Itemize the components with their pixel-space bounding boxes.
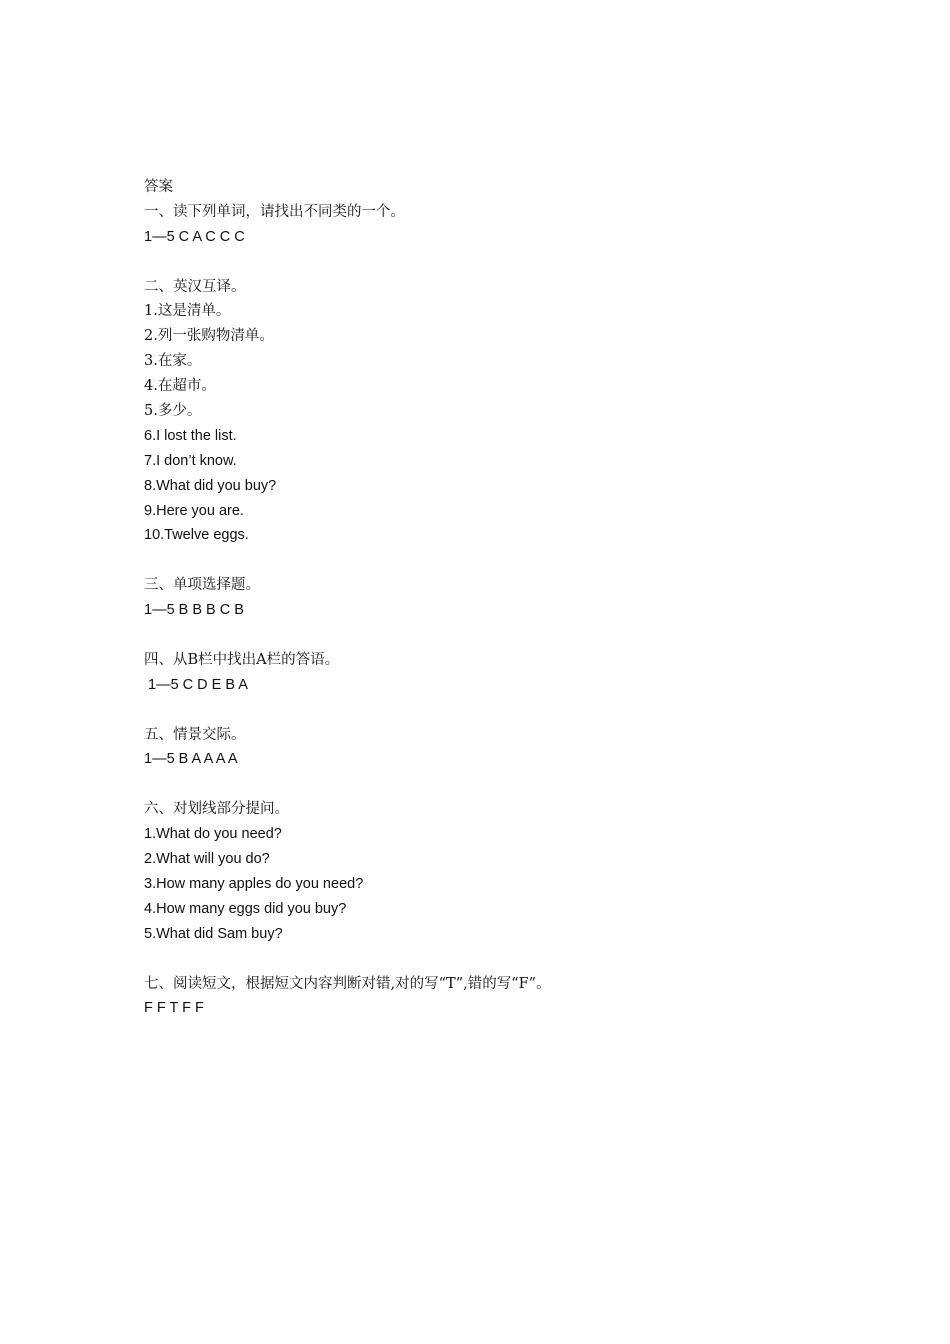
section-2-answer-9: 9.Here you are. [144, 502, 244, 519]
section-5-answer: 1—5 B A A A A [144, 751, 238, 768]
section-2-answer-7: 7.I don’t know. [144, 452, 237, 469]
section-7-heading: 七、阅读短文，根据短文内容判断对错,对的写“T”,错的写“F”。 [144, 975, 551, 992]
section-2-answer-1: 1.这是清单。 [144, 303, 231, 320]
answer-document [144, 175, 844, 1021]
section-2-answer-3: 3.在家。 [144, 353, 202, 370]
section-4-answer: 1—5 C D E B A [144, 676, 248, 693]
document-title: 答案 [144, 179, 173, 195]
section-6-answer-3: 3.How many apples do you need? [144, 875, 364, 892]
spacer [144, 250, 844, 275]
section-2-answer-5: 5.多少。 [144, 403, 202, 420]
section-2-answer-8: 8.What did you buy? [144, 477, 277, 494]
section-1-answer: 1—5 C A C C C [144, 228, 245, 245]
spacer [144, 623, 844, 648]
section-6-answer-4: 4.How many eggs did you buy? [144, 900, 347, 917]
section-6-answer-5: 5.What did Sam buy? [144, 925, 283, 942]
section-6-heading: 六、对划线部分提问。 [144, 801, 289, 818]
section-6-answer-1: 1.What do you need? [144, 826, 282, 843]
section-3-heading: 三、单项选择题。 [144, 577, 260, 594]
section-4-heading: 四、从B栏中找出A栏的答语。 [144, 651, 340, 668]
section-2-answer-10: 10.Twelve eggs. [144, 527, 249, 544]
section-3-answer: 1—5 B B B C B [144, 602, 244, 619]
section-6-answer-2: 2.What will you do? [144, 851, 270, 868]
section-2-answer-4: 4.在超市。 [144, 378, 216, 395]
section-2-answer-6: 6.I lost the list. [144, 427, 237, 444]
spacer [144, 698, 844, 723]
spacer [144, 947, 844, 972]
section-2-heading: 二、英汉互译。 [144, 278, 246, 295]
section-7-answer: F F T F F [144, 1000, 204, 1017]
section-2-answer-2: 2.列一张购物清单。 [144, 328, 274, 345]
section-1-heading: 一、读下列单词，请找出不同类的一个。 [144, 203, 405, 220]
spacer [144, 772, 844, 797]
spacer [144, 548, 844, 573]
section-5-heading: 五、情景交际。 [144, 726, 246, 743]
